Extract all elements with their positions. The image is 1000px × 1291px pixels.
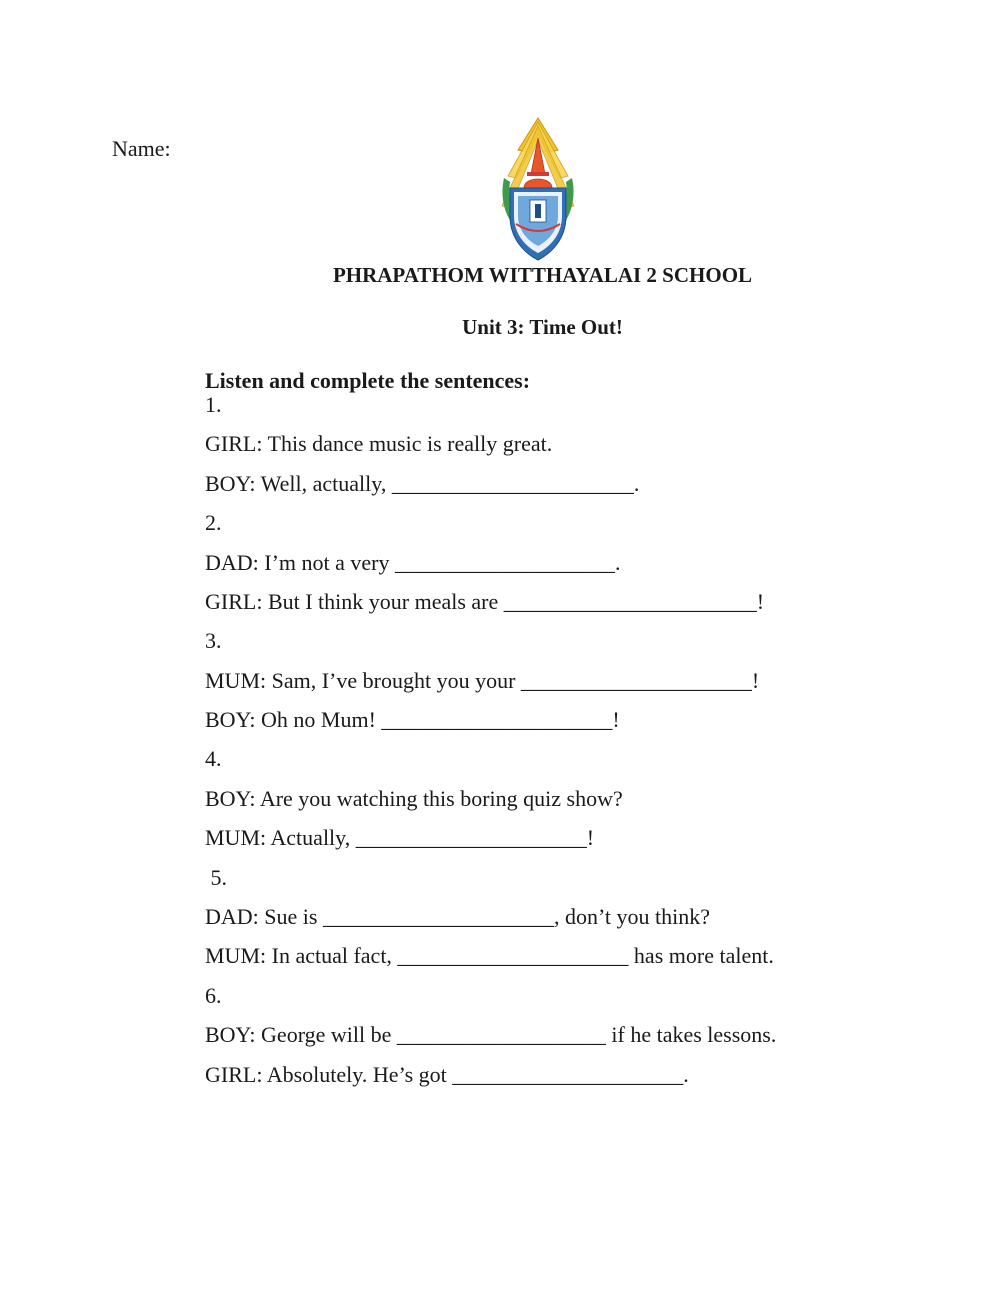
dialogue-line-with-blank: BOY: George will be ___________________ if he takes lessons. bbox=[205, 1022, 777, 1047]
question-number: 4. bbox=[205, 746, 222, 771]
dialogue-line-with-blank: BOY: Oh no Mum! _____________________! bbox=[205, 707, 620, 732]
dialogue-line-with-blank: MUM: In actual fact, _____________________ has more talent. bbox=[205, 943, 774, 968]
question-number: 5. bbox=[205, 865, 227, 890]
dialogue-line-with-blank: DAD: Sue is _____________________, don’t you think? bbox=[205, 904, 710, 929]
school-name: PHRAPATHOM WITTHAYALAI 2 SCHOOL bbox=[332, 263, 753, 287]
dialogue-line: GIRL: This dance music is really great. bbox=[205, 431, 553, 456]
question-number: 6. bbox=[205, 983, 222, 1008]
dialogue-line-with-blank: BOY: Well, actually, ______________________. bbox=[205, 471, 640, 496]
unit-title: Unit 3: Time Out! bbox=[462, 315, 623, 339]
dialogue-line: BOY: Are you watching this boring quiz show? bbox=[205, 786, 623, 811]
question-number: 3. bbox=[205, 628, 222, 653]
dialogue-line-with-blank: MUM: Sam, I’ve brought you your _____________________! bbox=[205, 668, 760, 693]
name-label: Name: bbox=[112, 136, 171, 161]
dialogue-line-with-blank: GIRL: But I think your meals are _______________________! bbox=[205, 589, 765, 614]
question-number: 1. bbox=[205, 392, 222, 417]
dialogue-line-with-blank: GIRL: Absolutely. He’s got _____________________. bbox=[205, 1062, 689, 1087]
school-logo bbox=[500, 116, 576, 262]
dialogue-line-with-blank: MUM: Actually, _____________________! bbox=[205, 825, 595, 850]
dialogue-line-with-blank: DAD: I’m not a very ____________________. bbox=[205, 550, 621, 575]
question-number: 2. bbox=[205, 510, 222, 535]
worksheet-instruction: Listen and complete the sentences: bbox=[205, 368, 531, 393]
